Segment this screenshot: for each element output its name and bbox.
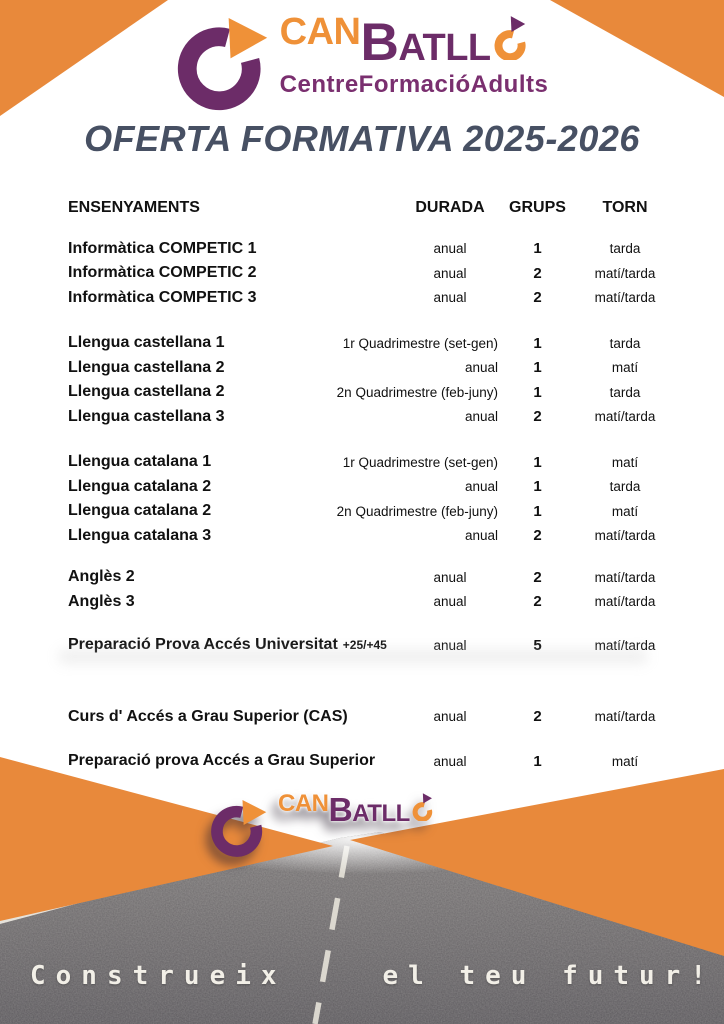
table-header-row [68,196,690,221]
course-duration: anual [433,241,467,257]
course-name [68,264,390,282]
table-row [68,286,690,311]
canbatllo-logo [0,11,724,112]
logo-word-can: CAN [279,11,361,54]
course-groups-count: 2 [533,593,542,611]
table-row [68,380,690,405]
course-duration: anual [464,479,498,495]
course-shift: matí/tarda [594,265,656,281]
slogan-bar [0,961,724,991]
course-name-text: Informàtica COMPETIC 3 [68,288,257,306]
footer-logo-word-can: CAN [278,790,329,818]
course-name-text: Llengua catalana 2 [68,502,212,520]
canbatllo-footer-logo [210,792,434,858]
course-duration: anual [433,709,467,725]
course-shift: matí [611,454,639,470]
course-name-text: Llengua catalana 2 [68,477,212,495]
course-name [68,478,390,496]
course-group [68,565,690,614]
course-group [68,331,690,429]
footer-logo-word-atll: ATLL [352,800,410,828]
course-shift: matí [611,503,639,519]
course-shift: matí/tarda [594,709,656,725]
table-row [68,331,690,356]
course-shift: matí/tarda [594,594,656,610]
course-group [68,450,690,548]
footer-logo-word-b: B [328,792,353,830]
course-name-text: Llengua castellana 3 [68,407,225,425]
course-name [68,289,390,307]
course-duration: anual [433,637,467,653]
course-shift: tarda [609,384,641,400]
course-name-suffix: +25/+45 [342,638,387,653]
course-duration: anual [433,569,467,585]
course-shift: matí/tarda [594,290,656,306]
footer-logo-texts [278,792,434,829]
course-name [68,527,390,545]
course-shift: tarda [609,335,641,351]
course-name-text: Preparació prova Accés a Grau Superior [68,752,376,770]
course-groups-count: 1 [533,240,542,258]
course-group [68,705,690,730]
header-durada: DURADA [415,199,485,217]
table-row [68,356,690,381]
course-duration: anual [464,528,498,544]
logo-wordmark [279,11,549,73]
course-table [68,196,690,774]
course-shift: matí [611,360,639,376]
table-row [68,590,690,615]
table-row [68,405,690,430]
header-ensenyaments: ENSENYAMENTS [68,199,200,217]
course-groups-count: 1 [533,502,542,520]
table-row [68,475,690,500]
page-title: OFERTA FORMATIVA 2025-2026 [84,118,640,159]
course-groups-count: 2 [533,408,542,426]
logo-word-b: B [360,13,399,73]
course-name-text: Informàtica COMPETIC 2 [68,264,257,282]
course-name [68,240,390,258]
course-shift: matí/tarda [594,569,656,585]
course-duration: anual [464,409,498,425]
logo-subtitle: CentreFormacióAdults [279,71,549,99]
course-shift: matí/tarda [594,528,656,544]
footer-logo-wordmark [278,792,434,829]
course-name [68,593,390,611]
header-grups: GRUPS [509,199,566,217]
course-name-text: Llengua catalana 1 [68,453,212,471]
course-groups-count: 2 [533,264,542,282]
course-name [68,408,390,426]
table-row [68,237,690,262]
course-name [68,334,390,352]
course-groups-count: 2 [533,289,542,307]
course-duration: anual [433,290,467,306]
logo-word-atll: ATLL [398,27,491,70]
course-groups-count: 1 [533,478,542,496]
table-row [68,565,690,590]
table-row [68,524,690,549]
course-table-body [68,237,690,774]
course-name-text: Anglès 3 [68,592,135,610]
course-name-text: Preparació Prova Accés Universitat [68,636,338,654]
slogan-right: el teu futur! [382,961,716,991]
course-groups-count: 2 [533,568,542,586]
course-groups-count: 1 [533,752,542,770]
course-name-text: Anglès 2 [68,568,135,586]
course-shift: matí/tarda [594,637,656,653]
header-torn: TORN [602,199,648,217]
course-name [68,453,390,471]
footer-logo-c-arrow-icon [210,800,268,858]
slogan-left: Construeix [30,961,287,991]
erased-row-artifact [58,649,648,664]
course-groups-count: 1 [533,359,542,377]
course-shift: matí/tarda [594,409,656,425]
course-name-text: Curs d' Accés a Grau Superior (CAS) [68,707,348,725]
course-name-text: Llengua catalana 3 [68,526,212,544]
table-row [68,261,690,286]
course-name-text: Llengua castellana 1 [68,334,225,352]
logo-o-arrow-icon [492,14,528,60]
table-row [68,450,690,475]
footer-logo-o-arrow-icon [411,792,434,821]
course-group [68,237,690,311]
course-duration: anual [433,265,467,281]
course-duration: anual [433,594,467,610]
course-groups-count: 1 [533,453,542,471]
course-groups-count: 1 [533,334,542,352]
course-duration: 2n Quadrimestre (feb-juny) [336,384,498,400]
logo-texts [279,11,549,99]
course-duration: 1r Quadrimestre (set-gen) [342,454,498,470]
course-groups-count: 5 [533,636,542,654]
table-row [68,705,690,730]
course-groups-count: 1 [533,383,542,401]
course-shift: tarda [609,241,641,257]
course-groups-count: 2 [533,708,542,726]
course-shift: matí [611,753,639,769]
table-row [68,499,690,524]
logo-c-arrow-icon [176,18,270,112]
course-name-text: Llengua castellana 2 [68,383,225,401]
course-groups-count: 2 [533,527,542,545]
course-name-text: Llengua castellana 2 [68,358,225,376]
course-duration: anual [433,753,467,769]
course-duration: 1r Quadrimestre (set-gen) [342,335,498,351]
course-name [68,708,390,726]
course-duration: anual [464,360,498,376]
course-name [68,359,390,377]
course-shift: tarda [609,479,641,495]
course-duration: 2n Quadrimestre (feb-juny) [336,503,498,519]
course-name-text: Informàtica COMPETIC 1 [68,239,257,257]
course-name [68,568,390,586]
